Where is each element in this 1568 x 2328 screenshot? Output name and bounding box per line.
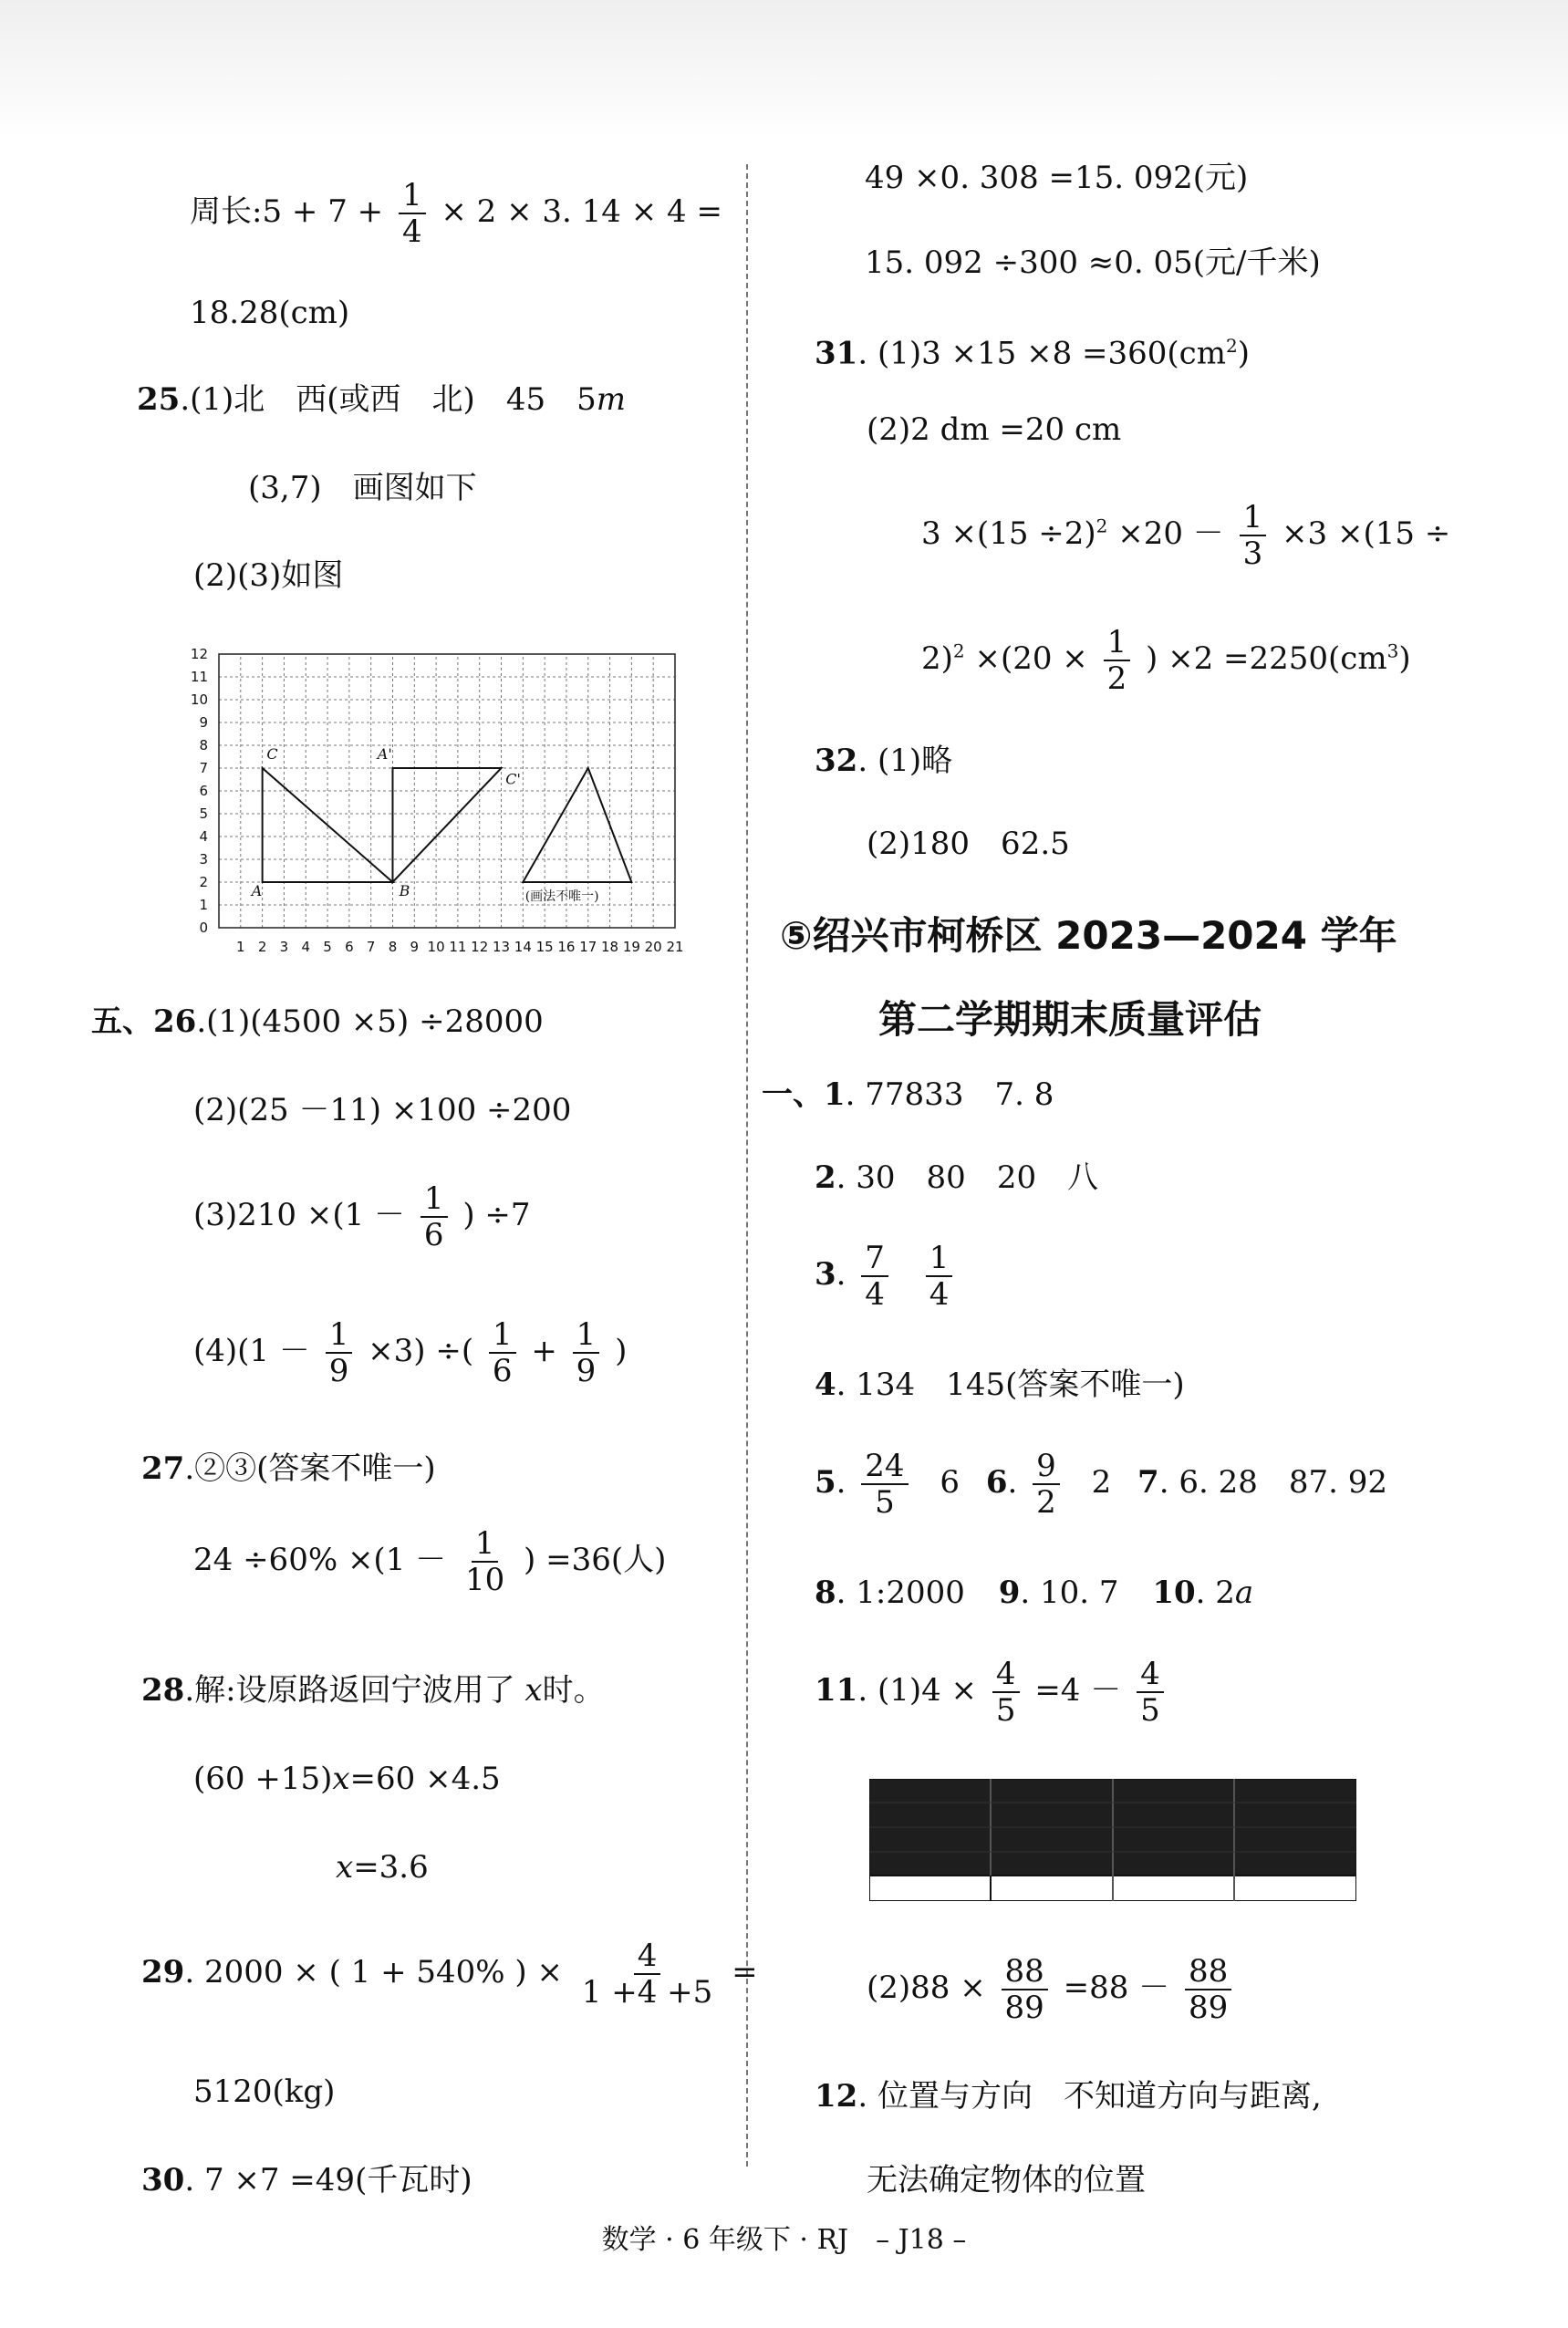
- x-tick-label: 5: [323, 939, 332, 955]
- x-tick-label: 11: [449, 939, 467, 955]
- q30-line-1: 30. 7 ×7 =49(千瓦时): [141, 2162, 472, 2198]
- s11-line-1: 11. (1)4 × $\frac{4}{5}$ =4 － $\frac{4}{5}$: [815, 1657, 1169, 1728]
- point-label: C: [266, 745, 278, 763]
- section-title-1: ⑤绍兴市柯桥区 2023—2024 学年: [780, 913, 1397, 958]
- point-label: C': [505, 770, 521, 788]
- x-tick-label: 15: [535, 939, 554, 955]
- s5-7-line: 5. $\frac{24}{5}$ 6 6. $\frac{9}{2}$ 2 7. 6. 28 87. 92: [815, 1448, 1387, 1521]
- r-line-2: 15. 092 ÷300 ≈0. 05(元/千米): [865, 244, 1321, 281]
- s8-10-line: 8. 1:2000 9. 10. 7 10. 2a: [815, 1575, 1254, 1611]
- q28-line-3: x=3.6: [336, 1849, 429, 1886]
- y-tick-label: 7: [199, 760, 208, 776]
- q31-line-2: (2)2 dm =20 cm: [867, 411, 1122, 448]
- q26-line-1: 五、26.(1)(4500 ×5) ÷28000: [91, 1003, 544, 1040]
- s11-line-2: (2)88 × $\frac{88}{89}$ =88 － $\frac{88}{89}$: [867, 1954, 1237, 2025]
- x-tick-label: 21: [666, 939, 684, 955]
- y-tick-label: 9: [199, 714, 208, 731]
- q25-line-1: 25.(1)北 西(或西 北) 45 5m: [137, 381, 626, 418]
- coordinate-grid-chart: [173, 643, 711, 962]
- point-label: B: [399, 882, 410, 899]
- q26-line-4: (4)(1 － $\frac{1}{9}$ ×3) ÷( $\frac{1}{6}$ + $\frac{1}{9}$ ): [193, 1316, 628, 1389]
- triangle-free: [523, 768, 631, 882]
- q25-line-2: (3,7) 画图如下: [248, 470, 477, 506]
- x-tick-label: 13: [492, 939, 511, 955]
- page-footer: 数学 · 6 年级下 · RJ – J18 –: [601, 2224, 967, 2256]
- q27-line-2: 24 ÷60% ×(1 － $\frac{1}{10}$ ) =36(人): [193, 1525, 667, 1598]
- y-tick-label: 1: [199, 897, 208, 913]
- s4-line: 4. 134 145(答案不唯一): [815, 1367, 1185, 1403]
- r-line-1: 49 ×0. 308 =15. 092(元): [865, 160, 1249, 196]
- scan-shadow: [0, 0, 1568, 137]
- x-tick-label: 1: [236, 939, 245, 955]
- perimeter-line: 周长:5 + 7 + $\frac{1}{4}$ × 2 × 3. 14 × 4 =: [190, 177, 722, 250]
- x-tick-label: 19: [622, 939, 640, 955]
- q28-line-1: 28.解:设原路返回宁波用了 x时。: [141, 1672, 605, 1709]
- x-tick-label: 18: [601, 939, 619, 955]
- y-tick-label: 10: [190, 691, 208, 708]
- q32-line-2: (2)180 62.5: [867, 826, 1070, 862]
- x-tick-label: 16: [557, 939, 576, 955]
- y-tick-label: 6: [199, 783, 208, 799]
- y-tick-label: 12: [190, 646, 208, 662]
- x-tick-label: 20: [644, 939, 662, 955]
- q26-line-3: (3)210 ×(1 － $\frac{1}{6}$ ) ÷7: [193, 1180, 531, 1253]
- section-title-2: 第二学期期末质量评估: [878, 997, 1262, 1042]
- y-tick-label: 0: [199, 920, 208, 936]
- s3-line: 3. $\frac{7}{4}$ $\frac{1}{4}$: [815, 1241, 958, 1312]
- s2-line: 2. 30 80 20 八: [815, 1159, 1099, 1196]
- y-tick-label: 2: [199, 874, 208, 890]
- x-tick-label: 10: [427, 939, 445, 955]
- y-tick-label: 3: [199, 851, 208, 868]
- s12-line-2: 无法确定物体的位置: [867, 2162, 1146, 2198]
- y-tick-label: 11: [190, 669, 208, 685]
- x-tick-label: 14: [514, 939, 532, 955]
- y-tick-label: 8: [199, 737, 208, 753]
- chart-note: (画法不唯一): [524, 889, 599, 904]
- s12-line-1: 12. 位置与方向 不知道方向与距离,: [815, 2078, 1322, 2115]
- q31-line-3: $3 \times(15 \div 2)^2 \times 20$ － $\frac{1}{3}$ ×3 ×(15 ÷: [921, 499, 1451, 572]
- q26-line-2: (2)(25 －11) ×100 ÷200: [193, 1092, 572, 1128]
- q31-line-4: 2)$^2$ ×(20 × $\frac{1}{2}$ ) $\times 2 =2250(cm^3)$: [921, 624, 1411, 697]
- x-tick-label: 12: [471, 939, 489, 955]
- y-tick-label: 5: [199, 805, 208, 822]
- q27-line-1: 27.②③(答案不唯一): [141, 1450, 436, 1487]
- point-label: A': [377, 745, 392, 763]
- fraction: $\frac{1}{4}$: [399, 178, 426, 249]
- blacked-out-table: [869, 1779, 1356, 1901]
- x-tick-label: 17: [579, 939, 597, 955]
- column-divider: [746, 164, 748, 2167]
- perimeter-result: 18.28(cm): [190, 295, 350, 331]
- x-tick-label: 6: [345, 939, 354, 955]
- q31-line-1: 31. $(1)3 \times 15 \times 8 =360(cm^2)$: [815, 335, 1250, 372]
- q25-line-3: (2)(3)如图: [193, 557, 344, 594]
- q29-line-1: 29. 2000 × ( 1 + 540% ) × $\frac{4}{1 +4 +5}$ =: [141, 1938, 758, 2011]
- x-tick-label: 7: [366, 939, 376, 955]
- q29-line-2: 5120(kg): [193, 2073, 336, 2110]
- y-tick-label: 4: [199, 828, 208, 845]
- s1-line: 一、1. 77833 7. 8: [762, 1076, 1054, 1113]
- x-tick-label: 4: [301, 939, 311, 955]
- x-tick-label: 2: [257, 939, 267, 955]
- q32-line-1: 32. (1)略: [815, 743, 953, 779]
- point-label: A: [251, 882, 263, 899]
- triangle-A'BC': [392, 768, 501, 882]
- x-tick-label: 8: [388, 939, 398, 955]
- x-tick-label: 3: [279, 939, 289, 955]
- q28-line-2: (60 +15)x=60 ×4.5: [193, 1761, 501, 1797]
- x-tick-label: 9: [410, 939, 420, 955]
